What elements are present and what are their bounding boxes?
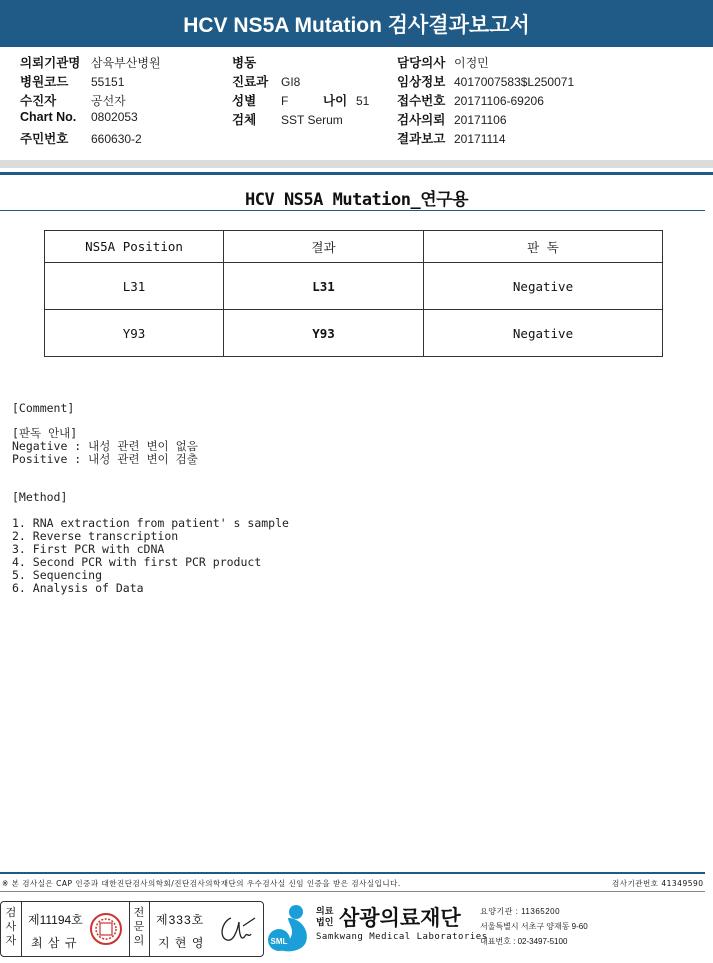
value-hospital-code: 55151 — [91, 75, 125, 89]
cell-result: L31 — [224, 263, 424, 310]
examiner-label-char: 자 — [5, 935, 17, 947]
specialist-license-no: 제333호 — [156, 913, 205, 927]
value-receipt-no: 20171106-69206 — [454, 94, 544, 108]
cell-divider — [129, 902, 130, 956]
guide-negative: Negative : 내성 관련 변이 없음 — [12, 439, 198, 453]
footer-divider — [0, 872, 705, 874]
sml-logo-icon — [266, 902, 314, 954]
value-institution: 삼육부산병원 — [91, 56, 161, 70]
label-ward: 병동 — [232, 56, 257, 70]
header-interpretation: 판 독 — [424, 231, 663, 263]
label-hospital-code: 병원코드 — [20, 75, 69, 89]
info-col-2 — [232, 53, 369, 129]
signature-box — [0, 901, 264, 957]
org-address: 서울특별시 서초구 양재동 9-60 — [480, 922, 588, 931]
label-age: 나이 — [323, 94, 348, 108]
certification-note: ※ 본 검사실은 CAP 인증과 대한진단검사의학회/진단검사의학재단의 우수검사실 신임 인증을 받은 검사실입니다. — [2, 879, 401, 888]
org-code: 요양기관 : 11365200 — [480, 907, 561, 916]
header-position: NS5A Position — [45, 231, 224, 263]
label-clinical-info: 임상정보 — [397, 75, 446, 89]
method-step: 3. First PCR with cDNA — [12, 542, 165, 556]
cell-interpretation: Negative — [424, 310, 663, 357]
org-type-line: 법인 — [316, 917, 334, 927]
header-result: 결과 — [224, 231, 424, 263]
specialist-label-char: 문 — [133, 921, 145, 933]
examiner-label — [3, 906, 19, 948]
specialist-label-char: 전 — [133, 907, 145, 919]
info-col-3 — [397, 53, 574, 148]
table-row — [45, 263, 663, 310]
examiner-seal-icon — [89, 912, 123, 946]
label-resident-no: 주민번호 — [20, 132, 69, 146]
org-name: 삼광의료재단 — [339, 907, 461, 930]
specialist-label — [131, 906, 147, 948]
table-header-row — [45, 231, 663, 263]
value-chart-no: 0802053 — [91, 110, 138, 124]
specialist-name: 지 현 영 — [158, 936, 205, 950]
value-department: GI8 — [281, 75, 301, 89]
specialist-signature-icon — [217, 912, 257, 946]
label-receipt-no: 접수번호 — [397, 94, 446, 108]
org-type — [316, 906, 333, 928]
footer-divider-thin — [0, 891, 705, 892]
logo-text: SML — [270, 937, 288, 946]
value-sex: F — [281, 94, 289, 108]
method-step: 1. RNA extraction from patient' s sample — [12, 516, 289, 530]
method-step: 2. Reverse transcription — [12, 529, 179, 543]
value-request-date: 20171106 — [454, 113, 507, 127]
value-report-date: 20171114 — [454, 132, 506, 146]
table-row — [45, 310, 663, 357]
specialist-label-char: 의 — [133, 935, 145, 947]
label-patient: 수진자 — [20, 94, 57, 108]
guide-title: [판독 안내] — [12, 426, 78, 440]
cell-position: L31 — [45, 263, 224, 310]
value-age: 51 — [356, 94, 370, 108]
cell-interpretation: Negative — [424, 263, 663, 310]
examiner-label-char: 사 — [5, 921, 17, 933]
section-title: HCV NS5A Mutation_연구용 — [245, 190, 468, 210]
method-step: 6. Analysis of Data — [12, 581, 144, 595]
separator-blue — [0, 172, 713, 175]
results-table — [44, 230, 663, 357]
org-type-line: 의료 — [316, 906, 334, 916]
value-patient: 공선자 — [91, 94, 126, 108]
cell-divider — [149, 902, 150, 956]
value-clinical-info: 4017007583$L250071 — [454, 75, 575, 89]
info-col-1 — [20, 53, 161, 148]
cell-result: Y93 — [224, 310, 424, 357]
org-name-en: Samkwang Medical Laboratories — [316, 932, 488, 942]
value-physician: 이정민 — [454, 56, 489, 70]
method-step: 4. Second PCR with first PCR product — [12, 555, 262, 569]
label-report-date: 결과보고 — [397, 132, 446, 146]
label-institution: 의뢰기관명 — [20, 56, 81, 70]
separator-gray — [0, 160, 713, 168]
institution-number: 검사기관번호 41349590 — [612, 879, 704, 888]
cell-divider — [21, 902, 22, 956]
value-specimen: SST Serum — [281, 113, 343, 127]
org-phone: 대표번호 : 02-3497-5100 — [480, 937, 568, 946]
label-sex: 성별 — [232, 94, 257, 108]
guide-positive: Positive : 내성 관련 변이 검출 — [12, 452, 198, 466]
examiner-label-char: 검 — [5, 907, 17, 919]
label-specimen: 검체 — [232, 113, 257, 127]
value-resident-no: 660630-2 — [91, 132, 142, 146]
label-department: 진료과 — [232, 75, 269, 89]
label-physician: 담당의사 — [397, 56, 446, 70]
method-heading: [Method] — [12, 490, 68, 504]
label-request-date: 검사의뢰 — [397, 113, 446, 127]
label-chart-no: Chart No. — [20, 110, 77, 124]
comment-heading: [Comment] — [12, 401, 75, 415]
examiner-name: 최 삼 규 — [31, 936, 78, 950]
examiner-license-no: 제11194호 — [28, 913, 83, 927]
section-underline — [0, 210, 705, 211]
report-title: HCV NS5A Mutation 검사결과보고서 — [0, 0, 713, 47]
method-step: 5. Sequencing — [12, 568, 103, 582]
cell-position: Y93 — [45, 310, 224, 357]
